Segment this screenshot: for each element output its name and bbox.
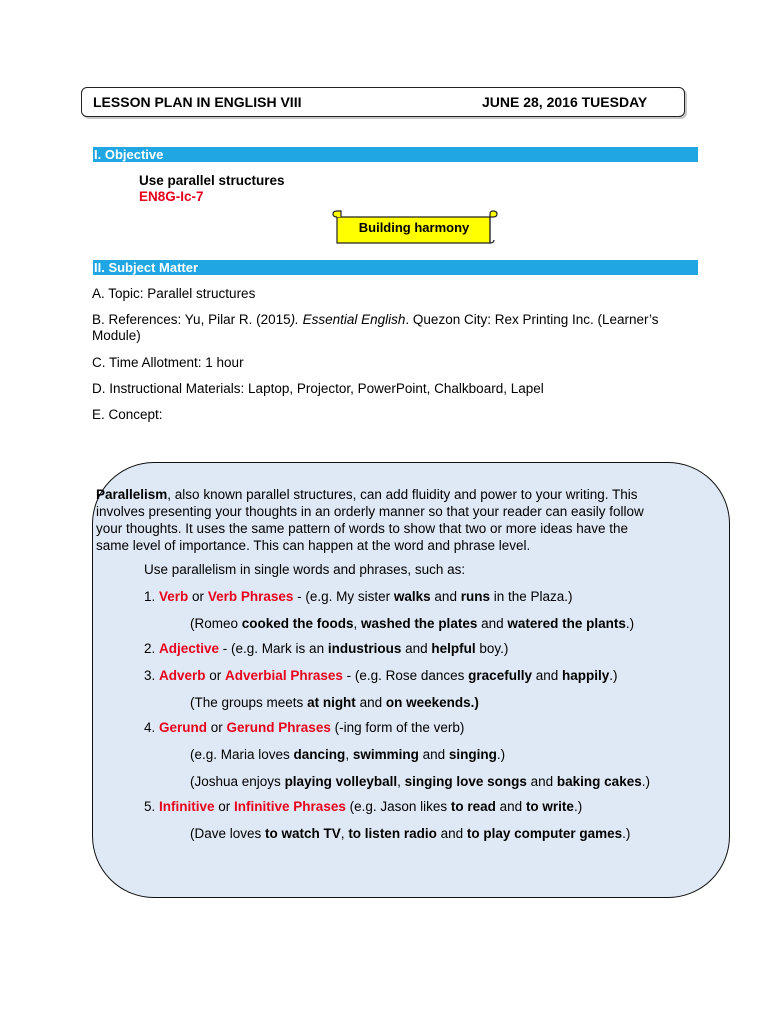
example-text: .): [573, 799, 583, 814]
lesson-title: LESSON PLAN IN ENGLISH VIII: [93, 94, 302, 110]
connector: and: [526, 774, 557, 789]
example-text: (e.g. Maria loves: [190, 747, 294, 762]
example-word: to play computer games: [466, 826, 623, 841]
connector: and: [477, 616, 508, 631]
connector: and: [430, 589, 461, 604]
example-word: to listen radio: [348, 826, 437, 841]
example-word: gracefully: [468, 668, 532, 683]
example-word: washed the plates: [361, 616, 478, 631]
example-text: .): [641, 774, 650, 789]
example-word: to read: [450, 799, 496, 814]
connector: ,: [345, 747, 353, 762]
example-word: industrious: [327, 641, 402, 656]
connector: or: [188, 589, 208, 604]
connector: ,: [397, 774, 405, 789]
keyword: Adjective: [159, 641, 220, 656]
parallelism-term: Parallelism: [96, 487, 168, 502]
keyword: Adverbial Phrases: [225, 668, 343, 683]
paragraph-line-1: , also known parallel structures, can add fluidity and power to your writing. This: [167, 487, 638, 502]
item-number: 4.: [144, 720, 160, 735]
example-text: (The groups meets: [190, 695, 308, 710]
list-item-gerund-example-1: [190, 747, 505, 762]
banner-text: Building harmony: [358, 220, 470, 235]
example-word: watered the plants: [507, 616, 626, 631]
example-text: - (e.g. Rose dances: [342, 668, 469, 683]
keyword: Gerund Phrases: [226, 720, 331, 735]
connector: and: [531, 668, 562, 683]
example-text: .): [622, 826, 631, 841]
connector: and: [401, 641, 432, 656]
example-word: to write: [525, 799, 574, 814]
references-line-2: Module): [92, 328, 141, 343]
references-prefix: B. References: Yu, Pilar R. (2015: [92, 312, 291, 327]
lesson-title-box: [81, 87, 685, 117]
example-word: baking cakes: [556, 774, 642, 789]
example-text: - (e.g. My sister: [293, 589, 394, 604]
example-word: at night: [307, 695, 356, 710]
example-word: to watch TV: [265, 826, 341, 841]
lesson-date: JUNE 28, 2016 TUESDAY: [482, 94, 648, 110]
example-word: happily: [561, 668, 610, 683]
keyword: Verb: [159, 589, 189, 604]
parallelism-paragraph: [96, 486, 676, 554]
connector: and: [418, 747, 449, 762]
example-text: boy.): [475, 641, 509, 656]
objective-code: EN8G-Ic-7: [139, 189, 204, 204]
example-text: - (e.g. Mark is an: [219, 641, 328, 656]
example-word: on weekends.): [385, 695, 479, 710]
example-word: swimming: [352, 747, 419, 762]
instructional-materials: D. Instructional Materials: Laptop, Projector, PowerPoint, Chalkboard, Lapel: [92, 381, 544, 396]
example-word: playing volleyball: [284, 774, 398, 789]
example-word: dancing: [293, 747, 346, 762]
concept-label: E. Concept:: [92, 407, 163, 422]
references-title: ). Essential English: [290, 312, 406, 327]
topic-line: A. Topic: Parallel structures: [92, 286, 256, 301]
list-item-infinitive: [144, 799, 582, 814]
list-item-verb-example: [190, 616, 634, 631]
connector: and: [495, 799, 526, 814]
example-text: (Joshua enjoys: [190, 774, 285, 789]
example-word: singing love songs: [404, 774, 527, 789]
item-number: 1.: [144, 589, 160, 604]
example-text: .): [609, 668, 618, 683]
connector: and: [355, 695, 386, 710]
paragraph-line-4: same level of importance. This can happen at the word and phrase level.: [96, 538, 531, 553]
example-text: .): [625, 616, 635, 631]
keyword: Gerund: [159, 720, 208, 735]
list-item-adverb: [144, 668, 618, 683]
keyword: Infinitive: [159, 799, 215, 814]
objective-heading: I. Objective: [93, 147, 698, 162]
keyword: Infinitive Phrases: [234, 799, 346, 814]
example-text: (-ing form of the verb): [330, 720, 465, 735]
parallelism-intro: Use parallelism in single words and phrases, such as:: [144, 562, 466, 577]
list-item-adjective: [144, 641, 508, 656]
connector: or: [207, 720, 227, 735]
connector: ,: [353, 616, 362, 631]
connector: ,: [340, 826, 349, 841]
references-rest: . Quezon City: Rex Printing Inc. (Learner’s: [405, 312, 659, 327]
keyword: Verb Phrases: [207, 589, 294, 604]
item-number: 5.: [144, 799, 160, 814]
subject-matter-heading: II. Subject Matter: [93, 260, 698, 275]
list-item-gerund: [144, 720, 464, 735]
connector: and: [436, 826, 467, 841]
time-allotment: C. Time Allotment: 1 hour: [92, 355, 244, 370]
connector: or: [205, 668, 226, 683]
list-item-infinitive-example: [190, 826, 630, 841]
list-item-verb: [144, 589, 573, 604]
example-word: singing: [448, 747, 497, 762]
paragraph-line-3: your thoughts. It uses the same pattern of words to show that two or more ideas have the: [96, 521, 629, 536]
list-item-gerund-example-2: [190, 774, 650, 789]
example-text: in the Plaza.): [489, 589, 573, 604]
example-text: (Romeo: [190, 616, 242, 631]
banner-scroll: [331, 210, 497, 243]
paragraph-line-2: involves presenting your thoughts in an orderly manner so that your reader can easily follow: [96, 504, 644, 519]
example-word: walks: [393, 589, 431, 604]
example-text: (e.g. Jason likes: [345, 799, 451, 814]
example-word: runs: [460, 589, 490, 604]
references-line: [92, 312, 659, 327]
example-text: (Dave loves: [190, 826, 266, 841]
objective-text: Use parallel structures: [139, 173, 285, 188]
example-word: helpful: [431, 641, 476, 656]
item-number: 2.: [144, 641, 160, 656]
connector: or: [214, 799, 235, 814]
item-number: 3.: [144, 668, 160, 683]
keyword: Adverb: [159, 668, 206, 683]
example-word: cooked the foods: [241, 616, 354, 631]
list-item-adverb-example: [190, 695, 479, 710]
example-text: .): [496, 747, 506, 762]
